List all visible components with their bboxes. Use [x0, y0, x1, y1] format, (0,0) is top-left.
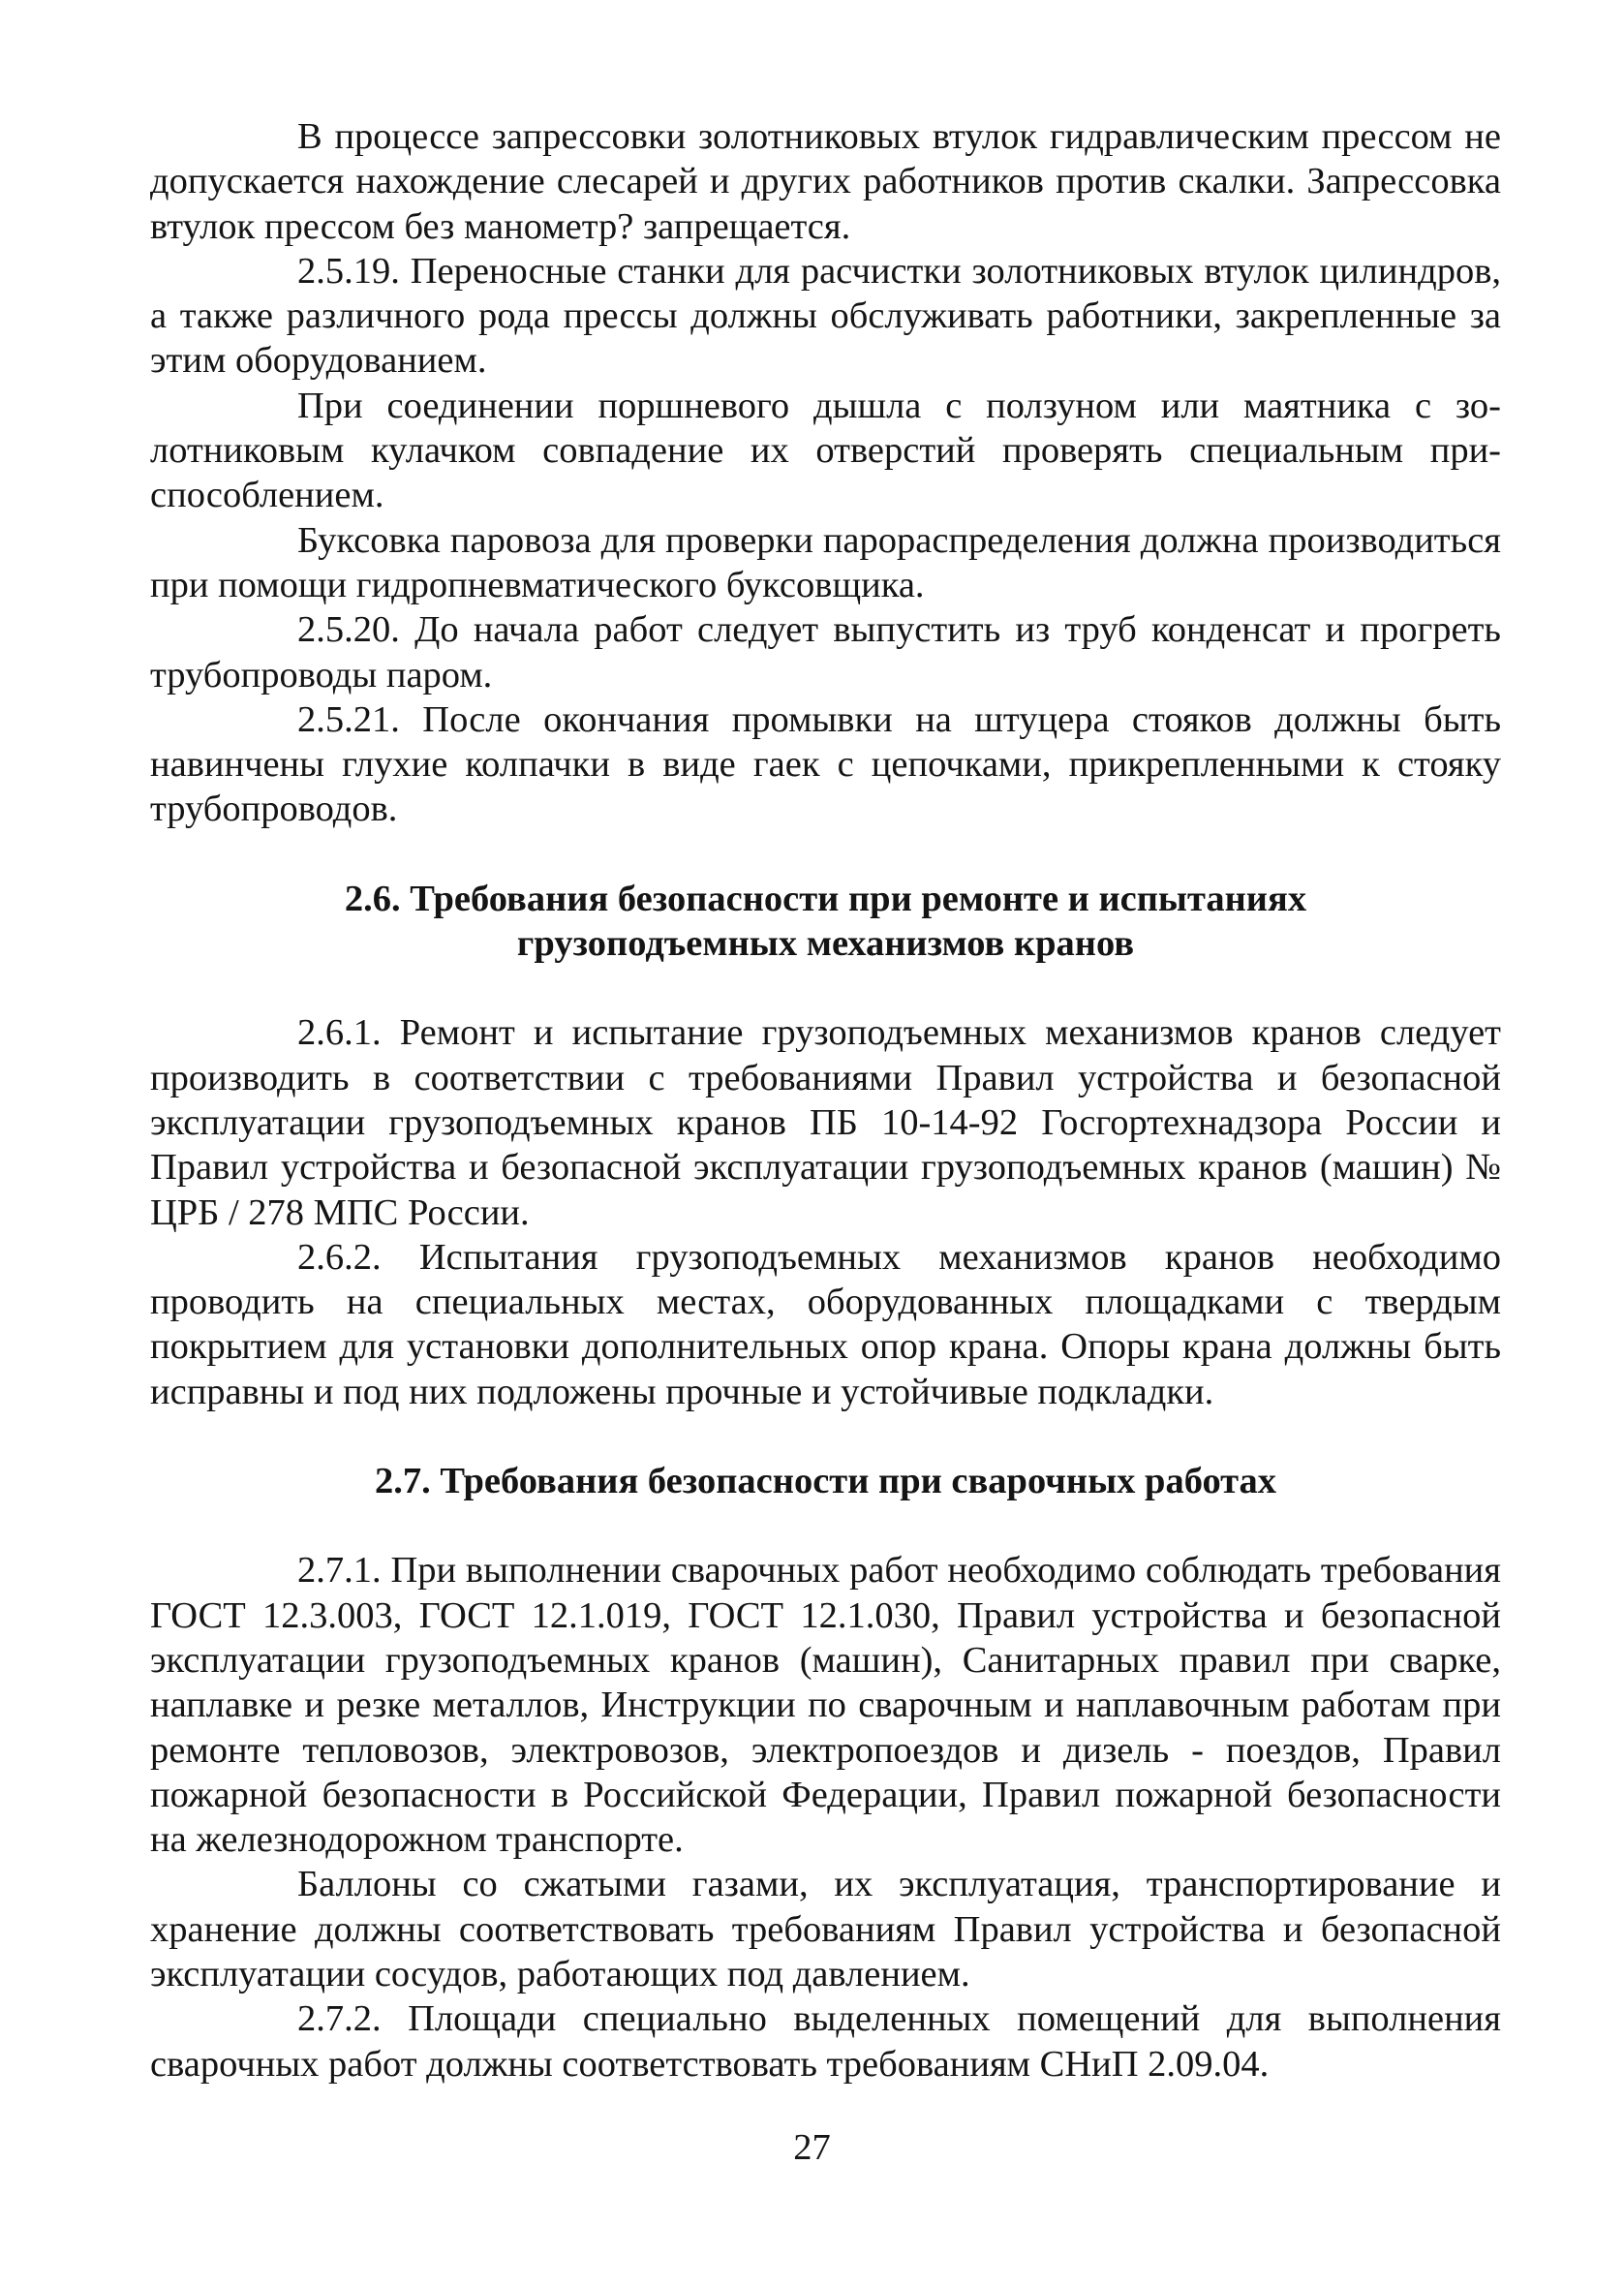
paragraph-2-7-2: 2.7.2. Площади специально выделенных помещений для выполнения сварочных работ должны соответствовать требованиям СНиП 2.09.04. [150, 1998, 1501, 2085]
paragraph-locomotive-towing: Буксовка паровоза для проверки парораспределения должна производиться при помощи гидропневматического буксовщика. [150, 519, 1501, 605]
section-heading-2-6-line1: 2.6. Требования безопасности при ремонте и испытаниях [344, 878, 1307, 919]
document-page [150, 114, 1501, 2274]
paragraph-2-6-1: 2.6.1. Ремонт и испытание грузоподъемных механизмов кранов следует производить в соответствии с требованиями Правил устройства и безопасной эксплуатации грузоподъемных кранов ПБ 10-14-92 Госгортехнадзора России и Правил устройства и безопасной эксплуатации грузоподъемных кранов (машин) № ЦРБ / 278 МПС России. [150, 1012, 1501, 1233]
page-number: 27 [793, 2127, 831, 2168]
paragraph-2-5-20: 2.5.20. До начала работ следует выпустить из труб конденсат и прогреть трубопроводы паром. [150, 609, 1501, 696]
paragraph-2-6-2: 2.6.2. Испытания грузоподъемных механизмов кранов необходимо проводить на специальных местах, оборудованных площадками с твердым покрытием для установки дополнительных опор крана. Опоры крана должны быть исправны и под них подложены прочные и устойчивые подкладки. [150, 1236, 1501, 1412]
paragraph-pressing-bushings: В процессе запрессовки золотниковых втулок гидравлическим прессом не допускается нахождение слесарей и других работников против скалки. Запрессовка втулок прессом без манометр? запрещается. [150, 116, 1501, 247]
section-heading-2-7: 2.7. Требования безопасности при сварочных работах [374, 1461, 1277, 1502]
paragraph-2-5-21: 2.5.21. После окончания промывки на штуцера стояков должны быть навинчены глухие колпачки в виде гаек с цепочками, прикрепленными к стояку трубопроводов. [150, 698, 1501, 830]
paragraph-piston-rod: При соединении поршневого дышла с ползуном или маятника с золотниковым кулачком совпадение их отверстий проверять специальным приспособлением. [150, 385, 1501, 516]
paragraph-2-7-1: 2.7.1. При выполнении сварочных работ необходимо соблюдать требования ГОСТ 12.3.003, ГОСТ 12.1.019, ГОСТ 12.1.030, Правил устройства и безопасной эксплуатации грузоподъемных кранов (машин), Санитарных правил при сварке, наплавке и резке металлов, Инструкции по сварочным и наплавочным работам при ремонте тепловозов, электровозов, электропоездов и дизель - поездов, Правил пожарной безопасности в Российской Федерации, Правил пожарной безопасности на железнодорожном транспорте. [150, 1550, 1501, 1861]
paragraph-gas-cylinders: Баллоны со сжатыми газами, их эксплуатация, транспортирование и хранение должны соответствовать требованиям Правил устройства и безопасной эксплуатации сосудов, работающих под давлением. [150, 1864, 1501, 1994]
paragraph-2-5-19: 2.5.19. Переносные станки для расчистки золотниковых втулок цилиндров, а также различного рода прессы должны обслуживать работники, закрепленные за этим оборудованием. [150, 250, 1501, 382]
section-heading-2-6-line2: грузоподъемных механизмов кранов [516, 923, 1135, 965]
section-heading-2-6 [150, 877, 1501, 967]
